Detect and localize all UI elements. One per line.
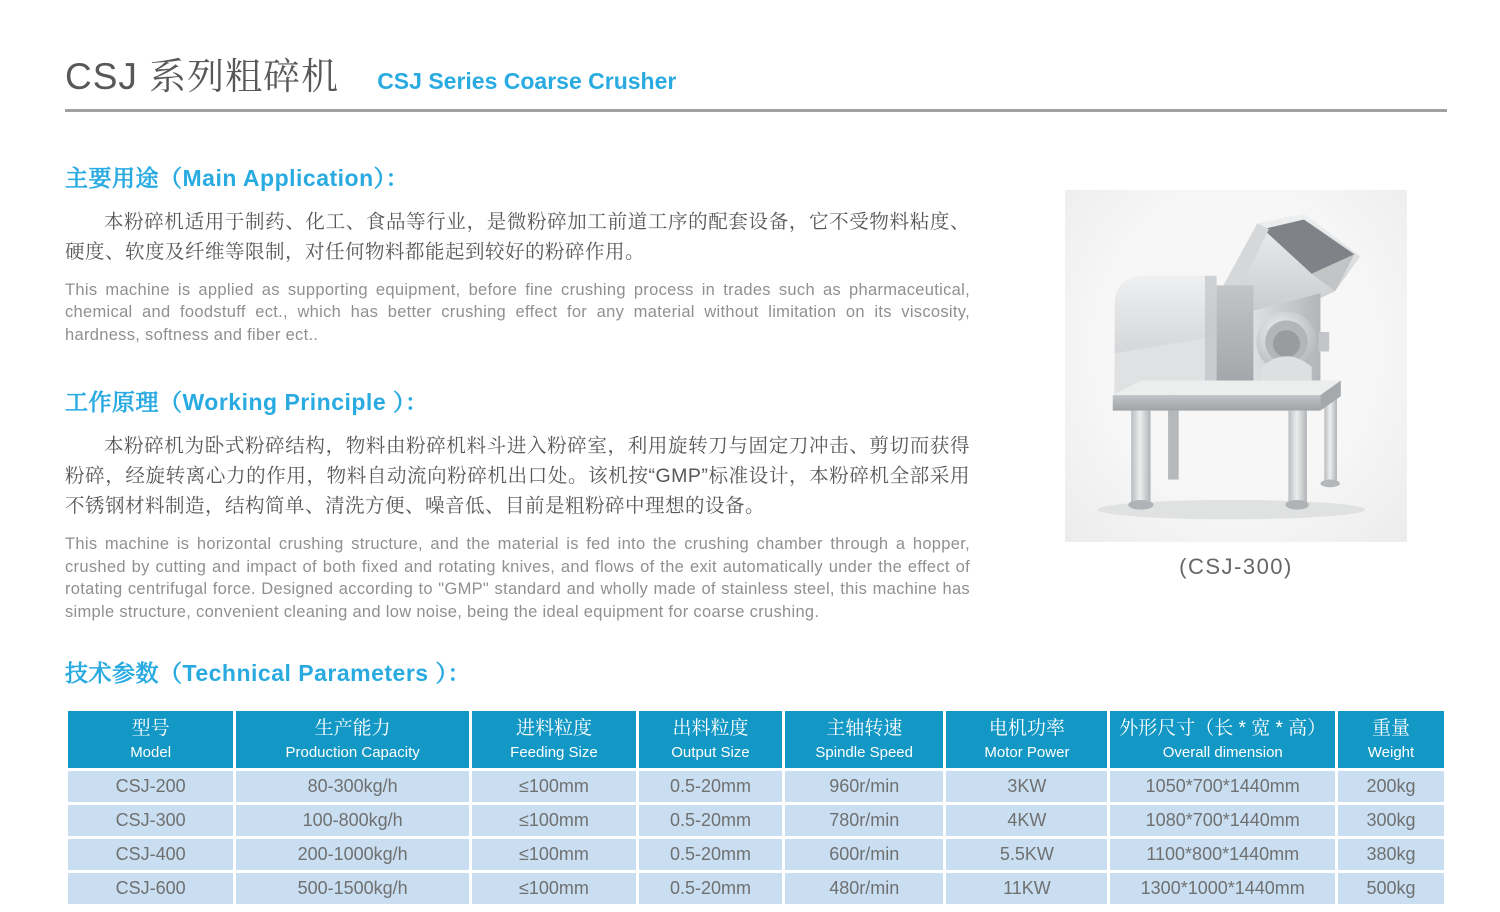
table-cell: 380kg	[1337, 838, 1446, 872]
table-cell: 3KW	[945, 770, 1109, 804]
table-cell: 500kg	[1337, 872, 1446, 906]
technical-parameters-heading: 技术参数（Technical Parameters ）：	[65, 660, 471, 687]
table-cell: 1100*800*1440mm	[1109, 838, 1337, 872]
table-row	[67, 804, 1446, 838]
working-principle-body-en: This machine is horizontal crushing structure, and the material is fed into the crushing chamber through a hopper, crushed by cutting and impact of both fixed and rotating knives, and flows of the exit automatically under the effect of rotating centrifugal force. Designed according to "GMP" standard and wholly made of stainless steel, this machine has simple structure, convenient cleaning and low noise, being the ideal equipment for coarse crushing.	[65, 534, 970, 621]
table-cell: 1080*700*1440mm	[1109, 804, 1337, 838]
table-header-cell: 电机功率 Motor Power	[945, 710, 1109, 770]
table-cell: 500-1500kg/h	[235, 872, 471, 906]
table-cell: CSJ-300	[67, 804, 235, 838]
table-cell: 300kg	[1337, 804, 1446, 838]
table-cell: ≤100mm	[471, 872, 638, 906]
table-header-cell: 进料粒度 Feeding Size	[471, 710, 638, 770]
table-header-cell: 外形尺寸（长 * 宽 * 高） Overall dimension	[1109, 710, 1337, 770]
crusher-machine-illustration	[1071, 196, 1401, 536]
table-cell: 0.5-20mm	[637, 770, 783, 804]
table-body	[67, 770, 1446, 906]
table-cell: CSJ-400	[67, 838, 235, 872]
table-cell: 1050*700*1440mm	[1109, 770, 1337, 804]
table-cell: 0.5-20mm	[637, 872, 783, 906]
table-cell: 80-300kg/h	[235, 770, 471, 804]
table-cell: 960r/min	[784, 770, 945, 804]
main-application-body-en: This machine is applied as supporting equipment, before fine crushing process in trades such as pharmaceutical, chemical and foodstuff ect., which has better crushing effect for any material without limitation on its viscosity, hardness, softness and fiber ect..	[65, 280, 970, 344]
table-cell: 0.5-20mm	[637, 804, 783, 838]
table-cell: ≤100mm	[471, 804, 638, 838]
table-header-cell: 生产能力 Production Capacity	[235, 710, 471, 770]
header-divider	[65, 109, 1447, 112]
working-principle-heading: 工作原理（Working Principle ）：	[65, 389, 429, 416]
table-cell: 5.5KW	[945, 838, 1109, 872]
image-column	[970, 160, 1447, 623]
table-row	[67, 770, 1446, 804]
table-cell: ≤100mm	[471, 838, 638, 872]
main-application-heading: 主要用途（Main Application）：	[65, 165, 410, 191]
table-cell: 4KW	[945, 804, 1109, 838]
table-cell: 480r/min	[784, 872, 945, 906]
content-row	[65, 160, 1447, 623]
table-header-cell: 主轴转速 Spindle Speed	[784, 710, 945, 770]
table-cell: CSJ-600	[67, 872, 235, 906]
section-main-application	[65, 160, 970, 346]
working-principle-body-zh: 本粉碎机为卧式粉碎结构，物料由粉碎机料斗进入粉碎室，利用旋转刀与固定刀冲击、剪切而获得粉碎，经旋转离心力的作用，物料自动流向粉碎机出口处。该机按“GMP”标准设计，本粉碎机全部采用不锈钢材料制造，结构简单、清洗方便、噪音低、目前是粗粉碎中理想的设备。	[65, 435, 970, 518]
table-row	[67, 872, 1446, 906]
page-title-en: CSJ Series Coarse Crusher	[377, 68, 677, 94]
table-cell: CSJ-200	[67, 770, 235, 804]
product-image	[1065, 190, 1407, 542]
technical-parameters-table	[65, 708, 1447, 907]
table-cell: 100-800kg/h	[235, 804, 471, 838]
text-column	[65, 160, 970, 623]
table-cell: 780r/min	[784, 804, 945, 838]
page-header	[65, 46, 1447, 100]
table-cell: 0.5-20mm	[637, 838, 783, 872]
table-cell: 11KW	[945, 872, 1109, 906]
table-header-cell: 重量 Weight	[1337, 710, 1446, 770]
table-row	[67, 838, 1446, 872]
table-cell: 200kg	[1337, 770, 1446, 804]
table-cell: 1300*1000*1440mm	[1109, 872, 1337, 906]
main-application-body-zh: 本粉碎机适用于制药、化工、食品等行业，是微粉碎加工前道工序的配套设备，它不受物料粘度、硬度、软度及纤维等限制，对任何物料都能起到较好的粉碎作用。	[65, 211, 970, 263]
table-header-cell: 型号 Model	[67, 710, 235, 770]
section-working-principle	[65, 384, 970, 623]
table-cell: 200-1000kg/h	[235, 838, 471, 872]
product-image-caption: (CSJ-300)	[1179, 554, 1293, 579]
table-head	[67, 710, 1446, 770]
table-header-cell: 出料粒度 Output Size	[637, 710, 783, 770]
page-title-zh: CSJ 系列粗碎机	[65, 56, 340, 97]
table-cell: 600r/min	[784, 838, 945, 872]
table-cell: ≤100mm	[471, 770, 638, 804]
